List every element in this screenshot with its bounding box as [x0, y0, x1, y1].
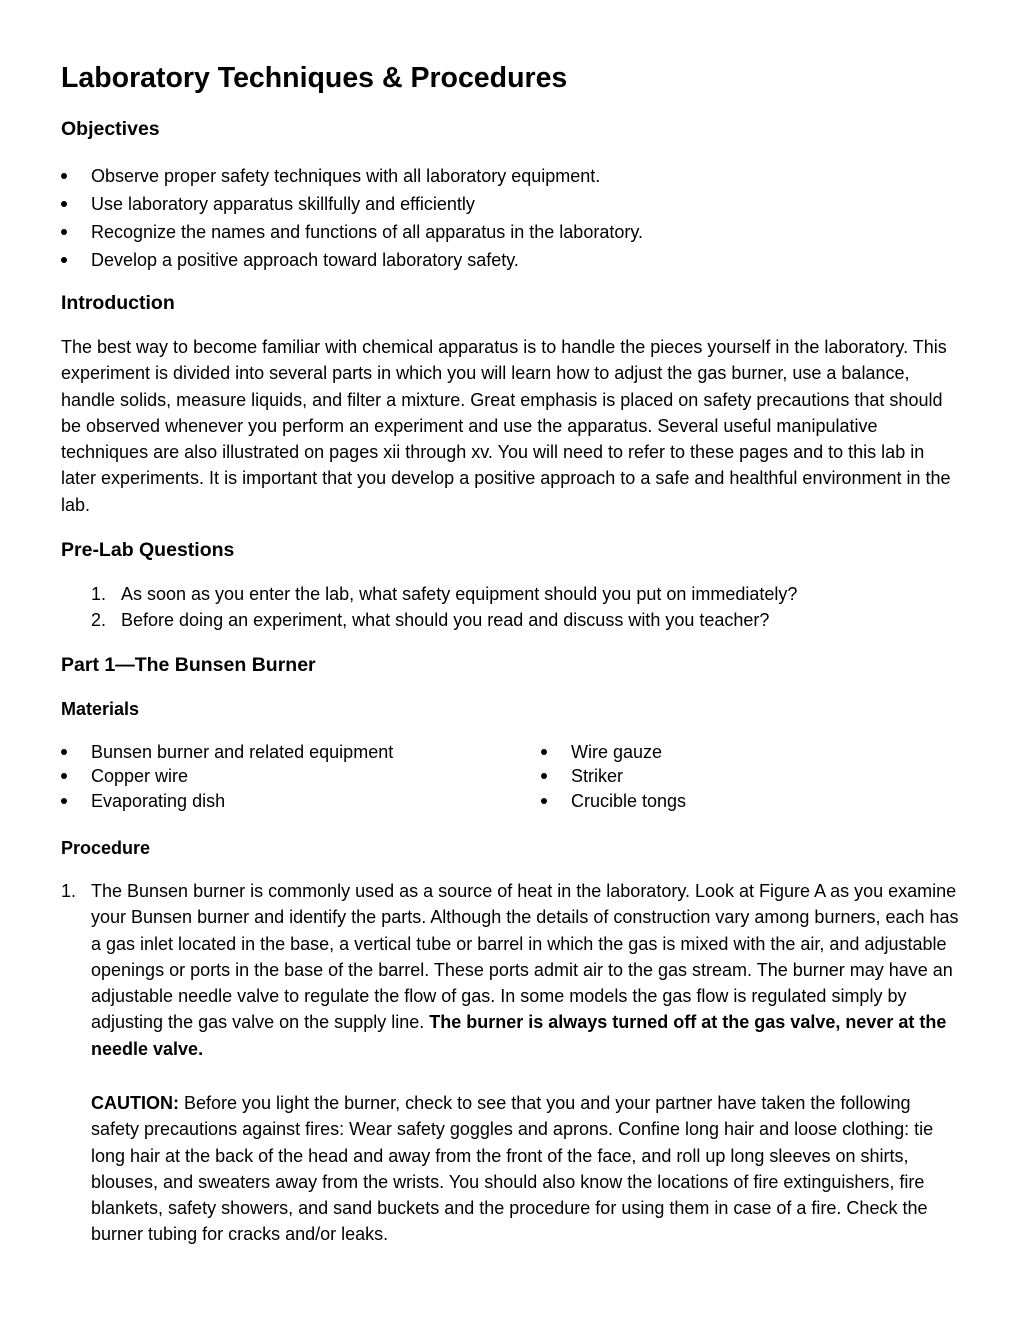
step-number: 1. [61, 881, 77, 901]
list-item: Use laboratory apparatus skillfully and efficiently [91, 194, 475, 214]
list-item: Recognize the names and functions of all apparatus in the laboratory. [91, 222, 644, 242]
list-item: Copper wire [91, 766, 189, 787]
list-item: Striker [571, 766, 624, 787]
procedure-heading: Procedure [61, 838, 151, 858]
materials-right-column [541, 740, 686, 813]
question-number: 2. [91, 610, 107, 631]
question-text: Before doing an experiment, what should you read and discuss with you teacher? [121, 610, 770, 631]
step-text: The Bunsen burner is commonly used as a source of heat in the laboratory. Look at Figure A as you examine your Bunsen burner and identify the parts. Although the details of construction vary among burners, each has a gas inlet located in the base, a vertical tube or barrel in which the gas is mixed with the air, and adjustable openings or ports in the base of the barrel. These ports admit air to the gas stream. The burner may have an adjustable needle valve to regulate the flow of gas. In some models the gas flow is regulated simply by adjusting the gas valve on the supply line. The burner is always turned off at the gas valve, never at the needle valve. [91, 881, 959, 1059]
materials-left-column [61, 740, 393, 813]
list-item: Evaporating dish [91, 790, 226, 811]
introduction-paragraph: The best way to become familiar with chemical apparatus is to handle the pieces yourself in the laboratory. This experiment is divided into several parts in which you will learn how to adjust the gas burner, use a balance, handle solids, measure liquids, and filter a mixture. Great emphasis is placed on safety precautions that should be observed whenever you perform an experiment and use the apparatus. Several useful manipulative techniques are also illustrated on pages xii through xv. You will need to refer to these pages and to this lab in later experiments. It is important that you develop a positive approach to a safe and healthful environment in the lab. [61, 337, 951, 515]
caution-text: Before you light the burner, check to see that you and your partner have taken the following safety precautions against fires: Wear safety goggles and aprons. Confine long hair and loose clothing: tie long hair at the back of the head and away from the front of the face, and roll up long sleeves on shirts, blouses, and sweaters away from the wrists. You should also know the locations of fire extinguishers, fire blankets, safety showers, and sand buckets and the procedure for using them in case of a fire. Check the burner tubing for cracks and/or leaks. [91, 1093, 934, 1245]
question-text: As soon as you enter the lab, what safety equipment should you put on immediately? [121, 584, 798, 604]
list-item: Observe proper safety techniques with all laboratory equipment. [91, 166, 601, 186]
objectives-heading: Objectives [61, 118, 160, 140]
caution-label: CAUTION: [91, 1093, 179, 1113]
part1-heading: Part 1—The Bunsen Burner [61, 654, 316, 676]
materials-heading: Materials [61, 699, 140, 719]
document-title: Laboratory Techniques & Procedures [61, 62, 568, 94]
question-number: 1. [91, 584, 107, 604]
list-item: Develop a positive approach toward laboratory safety. [91, 250, 519, 270]
list-item: Bunsen burner and related equipment [91, 742, 394, 762]
step-bold-warning: The burner is always turned off at the gas valve, never at the needle valve. [91, 1012, 947, 1059]
objectives-list [61, 162, 643, 274]
list-item: Wire gauze [571, 742, 663, 762]
introduction-heading: Introduction [61, 292, 175, 314]
list-item: Crucible tongs [571, 790, 687, 811]
list-item [91, 607, 797, 633]
list-item [91, 581, 797, 607]
caution-note [91, 1090, 963, 1248]
prelab-questions-list [91, 581, 797, 634]
prelab-heading: Pre-Lab Questions [61, 539, 235, 561]
